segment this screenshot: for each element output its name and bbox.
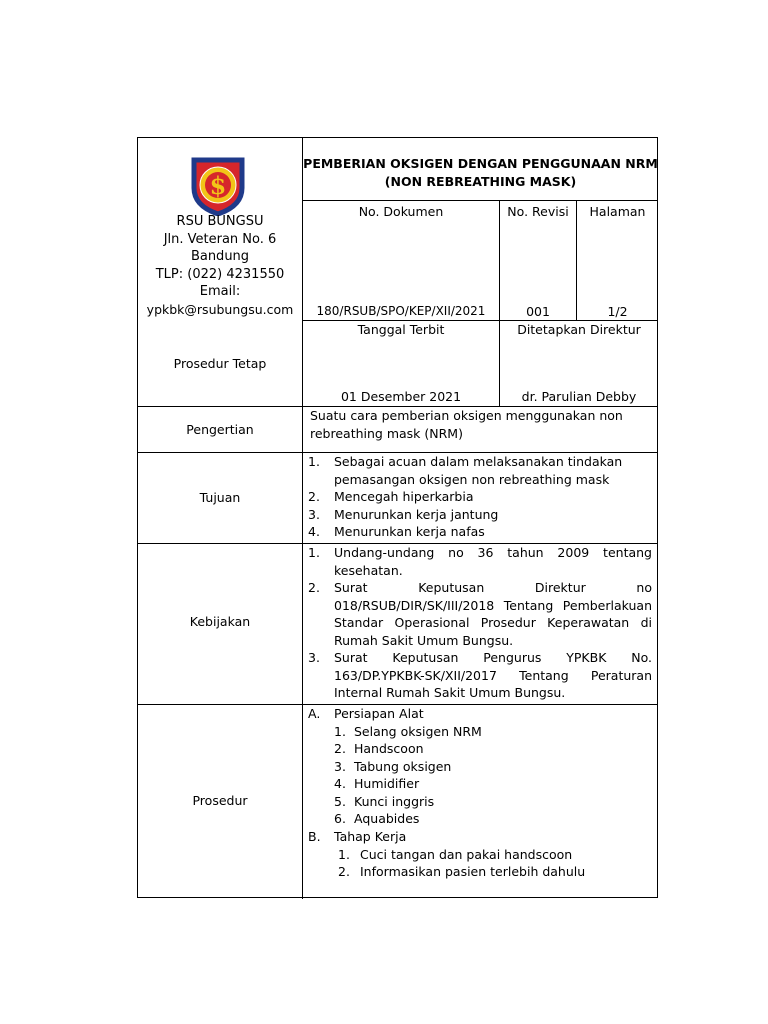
section-title: Persiapan Alat <box>334 706 424 721</box>
list-item <box>308 793 653 811</box>
tujuan-list <box>308 453 653 541</box>
list-item <box>308 488 653 506</box>
list-item <box>308 863 653 881</box>
list-text: Menurunkan kerja jantung <box>334 506 499 522</box>
list-number: 4. <box>334 776 346 792</box>
sop-document <box>137 137 658 898</box>
document-title <box>303 155 658 190</box>
no-revisi-label: No. Revisi <box>507 204 569 219</box>
list-number: 4. <box>308 524 320 539</box>
list-item <box>308 523 653 541</box>
pengertian-text <box>310 407 655 442</box>
ditetapkan-label: Ditetapkan Direktur <box>517 322 641 337</box>
list-text: Menurunkan kerja nafas <box>334 524 485 539</box>
title-line-2: (NON REBREATHING MASK) <box>384 173 577 189</box>
tujuan-label: Tujuan <box>199 490 241 505</box>
title-line-1: PEMBERIAN OKSIGEN DENGAN PENGGUNAAN NRM <box>303 156 658 171</box>
list-text: Aquabides <box>354 811 420 827</box>
halaman-label: Halaman <box>589 204 646 219</box>
list-number: 2. <box>308 489 320 504</box>
hospital-email-label: Email: <box>199 284 241 299</box>
list-item <box>308 740 653 758</box>
row-divider <box>302 200 658 201</box>
hospital-email: ypkbk@rsubungsu.com <box>146 301 294 317</box>
halaman-value: 1/2 <box>607 304 628 319</box>
prosedur-list <box>308 705 653 881</box>
list-item <box>308 758 653 776</box>
ditetapkan-value: dr. Parulian Debby <box>521 389 637 404</box>
list-item <box>308 649 652 702</box>
list-item <box>308 723 653 741</box>
list-text: Tabung oksigen <box>354 758 452 774</box>
no-dokumen-label: No. Dokumen <box>358 204 444 219</box>
no-dokumen-value: 180/RSUB/SPO/KEP/XII/2021 <box>316 304 486 318</box>
list-text: Sebagai acuan dalam melaksanakan tindakan <box>334 454 623 469</box>
list-text: Surat Keputusan Pengurus YPKBK No. 163/DP.YPKBK-SK/XII/2017 Tentang Peraturan Internal Rumah Sakit Umum Bungsu. <box>334 650 652 700</box>
list-number: 2. <box>308 580 320 595</box>
list-item <box>308 846 653 864</box>
row-divider <box>302 320 658 321</box>
tanggal-terbit-label: Tanggal Terbit <box>357 322 445 337</box>
list-number: 3. <box>308 650 320 665</box>
pengertian-line-2: rebreathing mask (NRM) <box>310 425 463 441</box>
hospital-info <box>138 213 302 318</box>
list-number: 3. <box>334 758 346 774</box>
list-item <box>308 544 652 579</box>
section-letter: A. <box>308 706 321 721</box>
list-text: Selang oksigen NRM <box>354 723 482 739</box>
hospital-phone: TLP: (022) 4231550 <box>155 266 285 282</box>
prosedur-label: Prosedur <box>192 793 248 808</box>
list-text: Kunci inggris <box>354 793 435 809</box>
list-text: Surat Keputusan Direktur no 018/RSUB/DIR/SK/III/2018 Tentang Pemberlakuan Standar Operasional Prosedur Keperawatan di Rumah Sakit Umum Bungsu. <box>334 580 652 648</box>
list-number: 5. <box>334 793 346 809</box>
list-item <box>308 775 653 793</box>
tanggal-terbit-value: 01 Desember 2021 <box>340 389 462 404</box>
kebijakan-label: Kebijakan <box>189 614 251 629</box>
list-number: 2. <box>334 741 346 757</box>
hospital-address: Jln. Veteran No. 6 <box>163 231 277 247</box>
list-text: Mencegah hiperkarbia <box>334 489 474 504</box>
list-text: Informasikan pasien terlebih dahulu <box>360 864 586 880</box>
list-number: 6. <box>334 811 346 827</box>
list-number: 2. <box>338 864 350 880</box>
svg-text:$: $ <box>209 171 227 200</box>
hospital-logo <box>188 154 248 216</box>
list-item <box>308 506 653 524</box>
pengertian-line-1: Suatu cara pemberian oksigen menggunakan non <box>310 408 623 423</box>
list-number: 1. <box>308 454 320 469</box>
list-text: Handscoon <box>354 741 424 757</box>
list-number: 1. <box>308 545 320 560</box>
list-number: 1. <box>334 723 346 739</box>
list-number: 3. <box>308 506 320 522</box>
list-text: Undang-undang no 36 tahun 2009 tentang kesehatan. <box>334 545 652 578</box>
section-heading <box>308 828 653 846</box>
list-item <box>308 579 652 649</box>
kebijakan-list <box>308 544 652 702</box>
list-text: Cuci tangan dan pakai handscoon <box>360 846 573 862</box>
list-item <box>308 810 653 828</box>
hospital-city: Bandung <box>190 249 250 264</box>
column-divider <box>302 138 303 899</box>
no-revisi-value: 001 <box>526 304 550 319</box>
procedure-type-label: Prosedur Tetap <box>173 356 267 371</box>
section-letter: B. <box>308 829 321 845</box>
hospital-name: RSU BUNGSU <box>176 214 264 229</box>
section-title: Tahap Kerja <box>334 829 407 845</box>
pengertian-label: Pengertian <box>186 422 254 437</box>
list-text: Humidifier <box>354 776 420 792</box>
section-heading <box>308 705 653 723</box>
list-text: pemasangan oksigen non rebreathing mask <box>334 471 610 487</box>
column-divider <box>499 200 500 406</box>
list-item <box>308 453 653 488</box>
list-number: 1. <box>338 846 350 862</box>
